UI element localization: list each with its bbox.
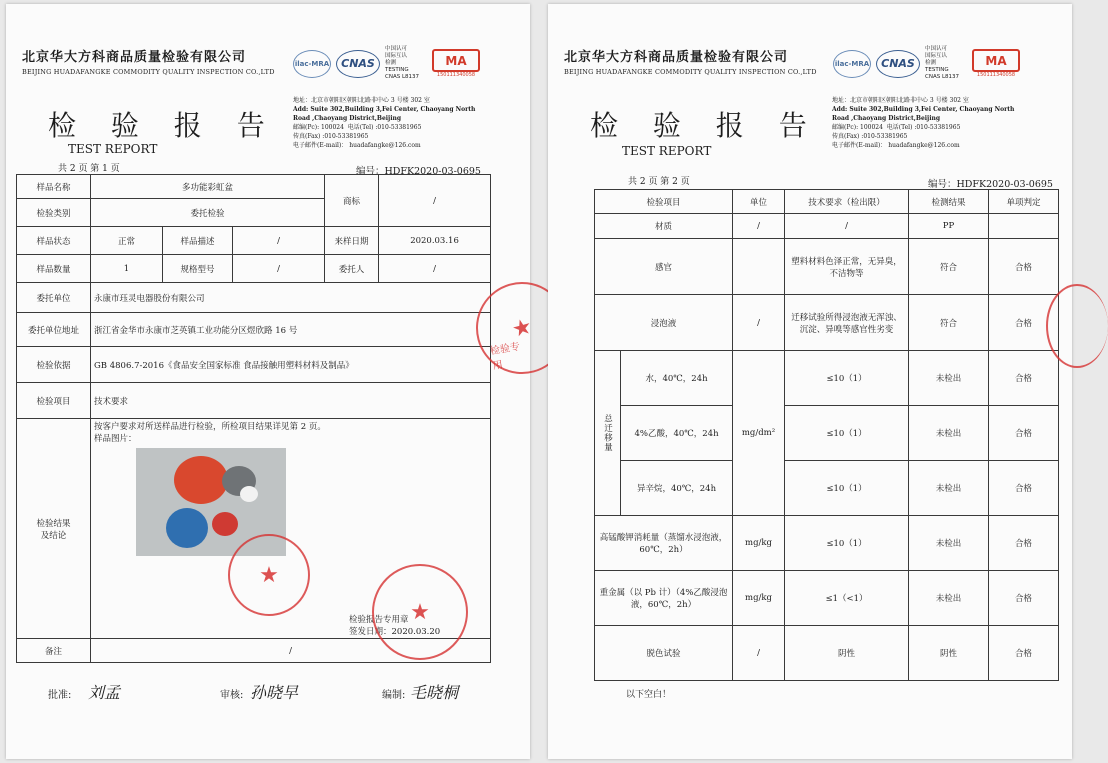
row-kmno4-item: 高锰酸钾消耗量（蒸馏水浸泡液，60℃，2h） bbox=[595, 516, 733, 571]
side-stamp: ★ bbox=[466, 272, 579, 385]
row-kmno4-unit: mg/kg bbox=[733, 516, 785, 571]
doc-number: 编号：HDFK2020-03-0695 bbox=[928, 179, 1053, 190]
row-material-item: 材质 bbox=[595, 214, 733, 239]
row-decolor-judge: 合格 bbox=[989, 626, 1059, 681]
qty-value: 1 bbox=[91, 255, 163, 283]
row-heavy-metal-item: 重金属（以 Pb 计）（4%乙酸浸泡液，60℃，2h） bbox=[595, 571, 733, 626]
item-label: 检验项目 bbox=[17, 383, 91, 419]
migration-acid-result: 未检出 bbox=[909, 406, 989, 461]
inspection-stamp-2: ★ bbox=[372, 564, 468, 660]
sample-name: 多功能彩虹盆 bbox=[91, 175, 325, 199]
edit-label: 编制: bbox=[382, 690, 406, 701]
row-soak-result: 符合 bbox=[909, 295, 989, 351]
migration-group-label: 总迁移量 bbox=[595, 351, 621, 516]
report-title: 检 验 报 告 bbox=[48, 109, 278, 142]
row-soak-item: 浸泡液 bbox=[595, 295, 733, 351]
issue-date: 签发日期：2020.03.20 bbox=[349, 627, 441, 637]
edit-signature: 毛晓桐 bbox=[410, 683, 459, 702]
remark-value: / bbox=[91, 639, 491, 663]
client-value: / bbox=[379, 255, 491, 283]
migration-water-item: 水，40℃，24h bbox=[621, 351, 733, 406]
company-name-en: BEIJING HUADAFANGKE COMMODITY QUALITY INSPECTION CO.,LTD bbox=[564, 68, 817, 76]
row-material-req: / bbox=[785, 214, 909, 239]
test-results-table bbox=[594, 189, 1059, 681]
qty-label: 样品数量 bbox=[17, 255, 91, 283]
cnas-text: 中国认可 国际互认 检测 TESTING CNAS L8137 bbox=[925, 46, 960, 80]
row-sensory-unit bbox=[733, 239, 785, 295]
sample-name-label: 样品名称 bbox=[17, 175, 91, 199]
white-basin bbox=[240, 486, 258, 502]
cert-logos bbox=[293, 46, 480, 81]
unit-addr-label: 委托单位地址 bbox=[17, 313, 91, 347]
row-material-result: PP bbox=[909, 214, 989, 239]
category-value: 委托检验 bbox=[91, 199, 325, 227]
date-value: 2020.03.16 bbox=[379, 227, 491, 255]
migration-isooctane-judge: 合格 bbox=[989, 461, 1059, 516]
row-sensory-result: 符合 bbox=[909, 239, 989, 295]
company-name: 北京华大方科商品质量检验有限公司 bbox=[564, 50, 789, 65]
unit-value: 永康市珏灵电器股份有限公司 bbox=[91, 283, 491, 313]
header-result: 检测结果 bbox=[909, 190, 989, 214]
migration-water-judge: 合格 bbox=[989, 351, 1059, 406]
status-label: 样品状态 bbox=[17, 227, 91, 255]
edge-stamp bbox=[1046, 284, 1108, 368]
trademark-label: 商标 bbox=[325, 175, 379, 227]
row-heavy-metal-result: 未检出 bbox=[909, 571, 989, 626]
page-info: 共 2 页 第 1 页 bbox=[58, 164, 120, 174]
report-page-2 bbox=[548, 4, 1072, 759]
approve-signature: 刘孟 bbox=[88, 683, 121, 702]
approve-label: 批准: bbox=[48, 690, 72, 701]
page-info: 共 2 页 第 2 页 bbox=[628, 177, 690, 187]
cnas-text: 中国认可 国际互认 检测 TESTING CNAS L8137 bbox=[385, 46, 420, 80]
small-red-basin bbox=[212, 512, 238, 536]
row-kmno4-judge: 合格 bbox=[989, 516, 1059, 571]
unit-addr-value: 浙江省金华市永康市芝英镇工业功能分区煜欣路 16 号 bbox=[91, 313, 491, 347]
row-material-unit: / bbox=[733, 214, 785, 239]
inspection-stamp-1: ★ bbox=[228, 534, 310, 616]
side-stamp-text: 检验专用 bbox=[489, 341, 521, 373]
ma-logo: MA 150111340058 bbox=[432, 49, 480, 78]
category-label: 检验类别 bbox=[17, 199, 91, 227]
client-label: 委托人 bbox=[325, 255, 379, 283]
item-value: 技术要求 bbox=[91, 383, 491, 419]
status-value: 正常 bbox=[91, 227, 163, 255]
desc-value: / bbox=[233, 227, 325, 255]
row-heavy-metal-req: ≤1（<1） bbox=[785, 571, 909, 626]
row-heavy-metal-judge: 合格 bbox=[989, 571, 1059, 626]
result-label: 检验结果 及结论 bbox=[17, 419, 91, 639]
row-kmno4-req: ≤10（1） bbox=[785, 516, 909, 571]
header-item: 检验项目 bbox=[595, 190, 733, 214]
spec-value: / bbox=[233, 255, 325, 283]
report-title: 检 验 报 告 bbox=[590, 109, 820, 142]
header-unit: 单位 bbox=[733, 190, 785, 214]
row-sensory-judge: 合格 bbox=[989, 239, 1059, 295]
photo-label: 样品图片： bbox=[94, 434, 137, 444]
migration-acid-item: 4%乙酸，40℃，24h bbox=[621, 406, 733, 461]
row-soak-req: 迁移试验所得浸泡液无浑浊、沉淀、异嗅等感官性劣变 bbox=[785, 295, 909, 351]
result-text: 按客户要求对所送样品进行检验，所检项目结果详见第 2 页。 bbox=[94, 422, 326, 432]
company-name: 北京华大方科商品质量检验有限公司 bbox=[22, 50, 247, 65]
migration-water-req: ≤10（1） bbox=[785, 351, 909, 406]
date-label: 来样日期 bbox=[325, 227, 379, 255]
ma-logo: MA 150111340058 bbox=[972, 49, 1020, 78]
seal-text: 检验报告专用章 bbox=[349, 615, 409, 625]
review-label: 审核: bbox=[220, 690, 244, 701]
address-block: 地址：北京市朝阳区朝阳北路非中心 3 号楼 302 室 Add: Suite 302,Building 3,Fei Center, Chaoyang North Road ,Chaoyang District,Beijing 邮编(Pc): 100024 电话(Tel) :010-53381965 传真(Fax) :010-53381965 电子邮件(E-mail)： huadafangke@126.com bbox=[293, 97, 476, 149]
basis-value: GB 4806.7-2016《食品安全国家标准 食品接触用塑料材料及制品》 bbox=[91, 347, 491, 383]
row-heavy-metal-unit: mg/kg bbox=[733, 571, 785, 626]
row-kmno4-result: 未检出 bbox=[909, 516, 989, 571]
footer-blank-note: 以下空白！ bbox=[626, 690, 672, 700]
red-basin bbox=[174, 456, 228, 504]
report-title-en: TEST REPORT bbox=[622, 144, 712, 158]
desc-label: 样品描述 bbox=[163, 227, 233, 255]
ilac-logo: ilac-MRA bbox=[293, 50, 331, 78]
row-decolor-item: 脱色试验 bbox=[595, 626, 733, 681]
address-block: 地址：北京市朝阳区朝阳北路非中心 3 号楼 302 室 Add: Suite 302,Building 3,Fei Center, Chaoyang North Road ,Chaoyang District,Beijing 邮编(Pc): 100024 电话(Tel) :010-53381965 传真(Fax) :010-53381965 电子邮件(E-mail)： huadafangke@126.com bbox=[832, 97, 1015, 149]
row-decolor-req: 阴性 bbox=[785, 626, 909, 681]
row-soak-judge: 合格 bbox=[989, 295, 1059, 351]
migration-acid-req: ≤10（1） bbox=[785, 406, 909, 461]
cnas-logo: CNAS bbox=[876, 50, 920, 78]
company-name-en: BEIJING HUADAFANGKE COMMODITY QUALITY INSPECTION CO.,LTD bbox=[22, 68, 275, 76]
migration-isooctane-item: 异辛烷，40℃，24h bbox=[621, 461, 733, 516]
migration-unit: mg/dm² bbox=[733, 351, 785, 516]
doc-number: 编号：HDFK2020-03-0695 bbox=[356, 166, 481, 177]
row-soak-unit: / bbox=[733, 295, 785, 351]
row-decolor-result: 阴性 bbox=[909, 626, 989, 681]
row-material-judge bbox=[989, 214, 1059, 239]
unit-label: 委托单位 bbox=[17, 283, 91, 313]
basis-label: 检验依据 bbox=[17, 347, 91, 383]
header-req: 技术要求（检出限） bbox=[785, 190, 909, 214]
migration-acid-judge: 合格 bbox=[989, 406, 1059, 461]
row-sensory-item: 感官 bbox=[595, 239, 733, 295]
spec-label: 规格型号 bbox=[163, 255, 233, 283]
blue-basin bbox=[166, 508, 208, 548]
row-decolor-unit: / bbox=[733, 626, 785, 681]
cert-logos bbox=[833, 46, 1020, 81]
migration-isooctane-result: 未检出 bbox=[909, 461, 989, 516]
header-judge: 单项判定 bbox=[989, 190, 1059, 214]
migration-isooctane-req: ≤10（1） bbox=[785, 461, 909, 516]
migration-water-result: 未检出 bbox=[909, 351, 989, 406]
remark-label: 备注 bbox=[17, 639, 91, 663]
trademark-value: / bbox=[379, 175, 491, 227]
ilac-logo: ilac-MRA bbox=[833, 50, 871, 78]
report-title-en: TEST REPORT bbox=[68, 142, 158, 156]
review-signature: 孙晓早 bbox=[250, 683, 299, 702]
report-page-1 bbox=[6, 4, 535, 759]
row-sensory-req: 塑料材料色泽正常，无异臭，不洁物等 bbox=[785, 239, 909, 295]
cnas-logo: CNAS bbox=[336, 50, 380, 78]
